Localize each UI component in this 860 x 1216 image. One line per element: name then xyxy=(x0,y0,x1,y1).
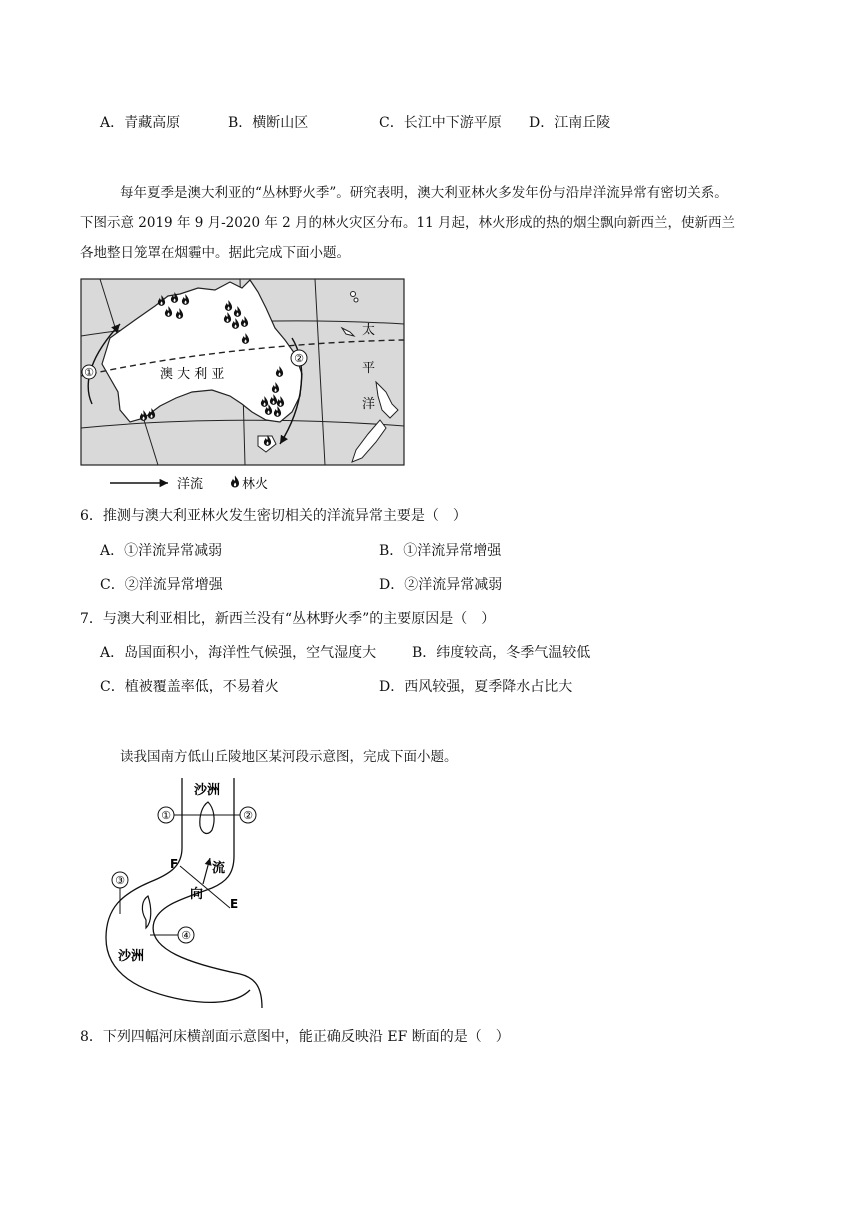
ocean-label-char-3: 洋 xyxy=(362,397,376,412)
ocean-label-char-1: 太 xyxy=(362,323,376,338)
option-d: D．江南丘陵 xyxy=(529,115,611,131)
ocean-label-char-2: 平 xyxy=(362,361,376,376)
sandbar-top-label: 沙洲 xyxy=(194,783,221,798)
river-left-bank xyxy=(106,778,250,1002)
passage-2-line: 读我国南方低山丘陵地区某河段示意图，完成下面小题。 xyxy=(120,749,458,765)
australia-map xyxy=(80,278,406,498)
passage-1-line-3: 各地整日笼罩在烟霾中。据此完成下面小题。 xyxy=(80,245,350,261)
marker-4-label: ④ xyxy=(181,929,191,942)
legend-fire-label: 林火 xyxy=(242,477,269,492)
passage-2 xyxy=(80,742,780,772)
option-c: C．长江中下游平原 xyxy=(379,115,502,131)
passage-1 xyxy=(80,178,780,268)
passage-1-line-2: 下图示意 2019 年 9 月-2020 年 2 月的林火灾区分布。11 月起，林火形成的热的烟尘飘向新西兰，使新西兰 xyxy=(80,215,735,231)
sandbar-bottom xyxy=(142,896,150,928)
current-marker-2-label: ② xyxy=(294,352,304,365)
option-b: B．横断山区 xyxy=(228,115,309,131)
sandbar-bottom-label: 沙洲 xyxy=(118,949,145,964)
legend-fire-icon xyxy=(231,476,239,488)
marker-3-label: ③ xyxy=(115,874,125,887)
q6-option-b: B．①洋流异常增强 xyxy=(379,543,502,559)
q7-option-d: D．西风较强，夏季降水占比大 xyxy=(379,679,573,695)
q6-option-d: D．②洋流异常减弱 xyxy=(379,577,503,593)
country-label: 澳 大 利 亚 xyxy=(160,367,225,382)
label-e: E xyxy=(230,897,239,911)
flow-arrow xyxy=(203,858,210,884)
current-marker-1-label: ① xyxy=(84,366,94,379)
legend-current-label: 洋流 xyxy=(177,477,204,492)
q6-option-c: C．②洋流异常增强 xyxy=(100,577,223,593)
q7-option-a: A．岛国面积小，海洋性气候强，空气湿度大 xyxy=(100,645,377,661)
question-6: 6．推测与澳大利亚林火发生密切相关的洋流异常主要是（ ） xyxy=(80,508,467,524)
flow-label-1: 流 xyxy=(212,861,226,876)
question-7: 7．与澳大利亚相比，新西兰没有“丛林野火季”的主要原因是（ ） xyxy=(80,611,496,627)
q7-option-b: B．纬度较高，冬季气温较低 xyxy=(412,645,591,661)
q7-option-c: C．植被覆盖率低，不易着火 xyxy=(100,679,279,695)
river-diagram xyxy=(100,778,280,1012)
marker-1-label: ① xyxy=(161,809,171,822)
label-f: F xyxy=(170,857,179,871)
q6-option-a: A．①洋流异常减弱 xyxy=(100,543,223,559)
option-a: A．青藏高原 xyxy=(100,115,181,131)
passage-1-line-1: 每年夏季是澳大利亚的“丛林野火季”。研究表明，澳大利亚林火多发年份与沿岸洋流异常有密切关系。 xyxy=(120,185,728,201)
question-8: 8．下列四幅河床横剖面示意图中，能正确反映沿 EF 断面的是（ ） xyxy=(80,1029,510,1045)
flow-label-2: 向 xyxy=(190,887,204,902)
sandbar-top xyxy=(200,802,214,833)
island xyxy=(354,298,358,302)
island xyxy=(351,292,356,297)
marker-2-label: ② xyxy=(243,809,253,822)
